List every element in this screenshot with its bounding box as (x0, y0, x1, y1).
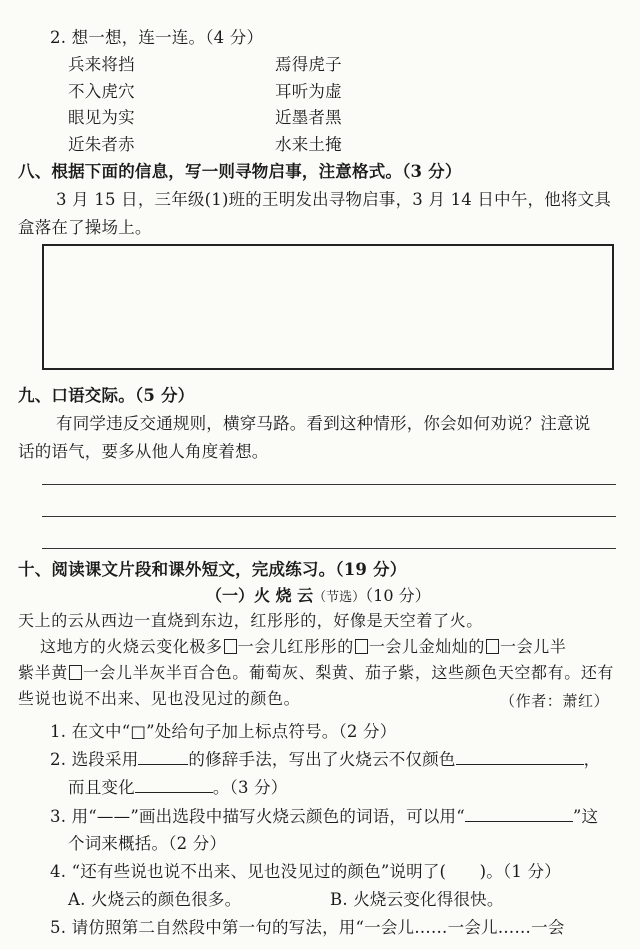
punct-box-4[interactable] (69, 665, 82, 680)
question-3-line-1 (50, 803, 598, 827)
question-4-option-a[interactable]: A. 火烧云的颜色很多。 (68, 890, 242, 909)
passage-title (206, 583, 431, 606)
section-10-title: 十、阅读课文片段和课外短文，完成练习。（19 分） (18, 560, 407, 579)
q2-text-e: 。（3 分） (212, 778, 288, 797)
q2-text-b: 的修辞手法，写出了火烧云不仅颜色 (188, 750, 456, 769)
section-9-body-1: 有同学违反交通规则，横穿马路。看到这种情形，你会如何劝说？注意说 (56, 414, 591, 433)
match-right-4: 水来土掩 (275, 135, 342, 154)
q3-text-b: ”这 (572, 807, 599, 826)
match-left-3: 眼见为实 (68, 108, 135, 127)
match-right-3: 近墨者黑 (275, 108, 342, 127)
passage-para-1: 天上的云从西边一直烧到东边，红彤彤的，好像是天空着了火。 (18, 611, 483, 630)
para2-seg-f: 一会儿半灰半百合色。葡萄灰、梨黄、茄子紫，这些颜色天空都有。还有 (82, 663, 615, 682)
passage-para-2-line-1 (40, 634, 566, 657)
answer-box[interactable] (42, 244, 614, 370)
question-5: 5. 请仿照第二自然段中第一句的写法，用“一会儿……一会儿……一会 (50, 918, 565, 937)
passage-title-text: （一）火 烧 云 (206, 586, 314, 605)
q2-text-a: 2. 选段采用 (50, 750, 139, 769)
blank-change[interactable] (135, 776, 213, 793)
blank-color[interactable] (456, 748, 584, 765)
question-4-option-b[interactable]: B. 火烧云变化得很快。 (330, 890, 504, 909)
section-8-body-1: 3 月 15 日，三年级(1)班的王明发出寻物启事，3 月 14 日中午，他将文具 (56, 190, 612, 209)
writing-line-3[interactable] (42, 548, 616, 549)
match-right-2: 耳听为虚 (275, 82, 342, 101)
para2-seg-e: 紫半黄 (18, 663, 68, 682)
section-9-body-2: 话的语气，要多从他人角度着想。 (18, 442, 269, 461)
q2-title: 2. 想一想，连一连。（4 分） (50, 28, 264, 47)
question-2-line-1 (50, 746, 600, 770)
punct-box-2[interactable] (355, 639, 368, 654)
writing-line-1[interactable] (42, 484, 616, 485)
punct-box-1[interactable] (224, 639, 237, 654)
question-2-line-2 (68, 774, 288, 798)
q3-text-a: 3. 用“——”画出选段中描写火烧云颜色的词语，可以用“ (50, 807, 465, 826)
q2-text-d: 而且变化 (68, 778, 135, 797)
section-9-title: 九、口语交际。（5 分） (18, 386, 195, 405)
passage-para-2-line-3: 些说也说不出来、见也没见过的颜色。 (18, 689, 301, 708)
para2-seg-b: 一会儿红彤彤的 (237, 637, 354, 656)
passage-para-2-line-2 (18, 660, 614, 683)
punct-box-3[interactable] (486, 639, 499, 654)
match-right-1: 焉得虎子 (275, 55, 342, 74)
question-4: 4. “还有些说也说不出来、见也没见过的颜色”说明了( )。（1 分） (50, 862, 561, 881)
passage-score: （10 分） (365, 586, 431, 605)
match-left-1: 兵来将挡 (68, 55, 135, 74)
match-left-2: 不入虎穴 (68, 82, 135, 101)
section-8-title: 八、根据下面的信息，写一则寻物启事，注意格式。（3 分） (18, 162, 462, 181)
question-3-line-2: 个词来概括。（2 分） (68, 834, 227, 853)
blank-summary-word[interactable] (465, 805, 573, 822)
blank-rhetoric[interactable] (138, 748, 188, 765)
para2-seg-d: 一会儿半 (500, 637, 567, 656)
writing-line-2[interactable] (42, 516, 616, 517)
para2-seg-a: 这地方的火烧云变化极多 (40, 637, 223, 656)
match-left-4: 近朱者赤 (68, 135, 135, 154)
question-1: 1. 在文中“□”处给句子加上标点符号。（2 分） (50, 722, 397, 741)
passage-author: （作者：萧红） (500, 692, 610, 710)
passage-note: （节选） (313, 590, 366, 605)
section-8-body-2: 盒落在了操场上。 (18, 218, 152, 237)
para2-seg-c: 一会儿金灿灿的 (368, 637, 486, 656)
q2-text-c: ， (583, 750, 601, 769)
